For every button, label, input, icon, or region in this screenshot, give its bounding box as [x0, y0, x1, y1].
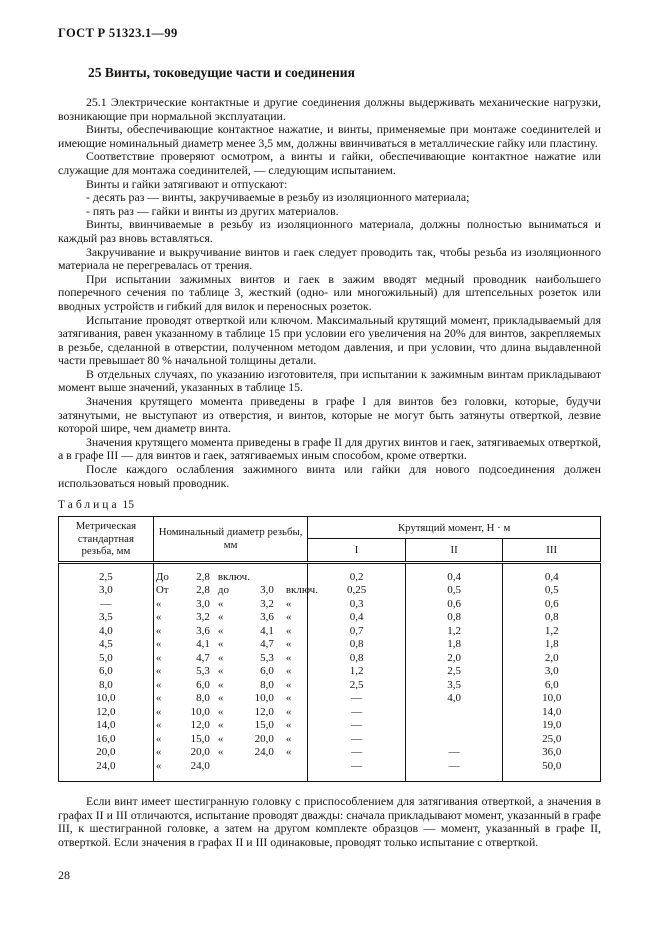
cell-torque-iii: 2,0: [544, 651, 559, 664]
diameter-part: до: [217, 584, 229, 597]
table-header-row: [59, 517, 601, 539]
diameter-part: 3,6: [196, 624, 210, 637]
cell-metric-thread: 14,0: [59, 719, 154, 733]
cell-torque-ii: 2,5: [405, 665, 503, 679]
cell-nominal-diameter: [153, 733, 307, 747]
paragraph: Соответствие проверяют осмотром, а винты и гайки, обеспечивающие контактное нажатие или служащие для монтажа соединителей, — следующим испытанием.: [58, 149, 601, 177]
page-number: 28: [58, 867, 70, 882]
diameter-part: 2,8: [196, 570, 210, 583]
diameter-part: «: [155, 678, 162, 691]
column-header-grade-iii: III: [503, 539, 601, 562]
table-row: [59, 638, 601, 652]
diameter-part: 2,8: [196, 584, 210, 597]
cell-torque-iii: 0,4: [544, 570, 559, 583]
cell-torque-iii: 25,0: [542, 732, 562, 745]
cell-torque-iii: 3,0: [544, 665, 559, 678]
table-label: [58, 499, 601, 511]
paragraph: - десять раз — винты, закручиваемые в резьбу из изоляционного материала;: [86, 190, 470, 205]
diameter-part: 4,7: [196, 651, 210, 664]
diameter-part: «: [285, 705, 292, 718]
diameter-part: 3,2: [260, 597, 274, 610]
cell-torque-i: —: [308, 719, 406, 733]
cell-torque-iii: 0,5: [544, 584, 559, 597]
diameter-part: 15,0: [254, 719, 274, 732]
cell-torque-ii: —: [405, 746, 503, 760]
column-header-torque: Крутящий момент, Н · м: [308, 517, 601, 539]
cell-metric-thread: 4,5: [59, 638, 154, 652]
cell-torque-iii: 50,0: [542, 759, 562, 772]
cell-torque-iii: 19,0: [542, 719, 562, 732]
cell-nominal-diameter: [153, 679, 307, 693]
paragraph: В отдельных случаях, по указанию изготовителя, при испытании к зажимным винтам прикладывают момент выше значений, указанных в таблице 15.: [58, 366, 601, 395]
diameter-part: «: [285, 665, 292, 678]
table-label-word: Таблица: [58, 499, 120, 512]
diameter-part: «: [217, 665, 224, 678]
cell-nominal-diameter: [153, 638, 307, 652]
diameter-part: «: [155, 597, 162, 610]
paragraph: Испытание проводят отверткой или ключом. Максимальный крутящий момент, прикладываемый для затягивания, равен указанному в таблице 15 при условии его увеличения на 20% для винтов, закрепляемых в резьбе, сделанной в отверстии, полученном методом давления, и при условии, что длина выдавленной части превышает 80 % начальной толщины детали.: [58, 312, 601, 368]
diameter-part: «: [285, 692, 292, 705]
diameter-part: 3,6: [260, 611, 274, 624]
diameter-part: До: [155, 570, 169, 583]
cell-torque-iii: 1,8: [544, 638, 559, 651]
cell-torque-iii: 0,6: [544, 597, 559, 610]
cell-nominal-diameter: [153, 746, 307, 760]
table-row: [59, 562, 601, 584]
diameter-part: «: [155, 651, 162, 664]
cell-torque-ii: 1,2: [405, 625, 503, 639]
cell-torque-iii: 36,0: [542, 746, 562, 759]
diameter-part: включ.: [285, 584, 318, 597]
diameter-part: «: [285, 719, 292, 732]
cell-nominal-diameter: [153, 692, 307, 706]
diameter-part: «: [217, 732, 224, 745]
cell-nominal-diameter: [153, 625, 307, 639]
diameter-part: «: [217, 705, 224, 718]
section-title: 25 Винты, токоведущие части и соединения: [88, 65, 355, 80]
diameter-part: «: [285, 624, 292, 637]
body-paragraphs: [58, 96, 601, 490]
cell-torque-ii: 0,5: [405, 584, 503, 598]
table-row: [59, 746, 601, 760]
column-header-grade-ii: II: [405, 539, 503, 562]
cell-nominal-diameter: [153, 760, 307, 782]
diameter-part: «: [217, 611, 224, 624]
paragraph: Винты, обеспечивающие контактное нажатие, и винты, применяемые при монтаже соединителей и имеющие номинальный диаметр менее 3,5 мм, должны ввинчиваться в металлические гайку или пластину.: [58, 122, 601, 150]
cell-metric-thread: 4,0: [59, 625, 154, 639]
diameter-part: 6,0: [260, 665, 274, 678]
diameter-part: «: [217, 597, 224, 610]
cell-torque-ii: [405, 706, 503, 720]
cell-torque-i: —: [308, 733, 406, 747]
diameter-part: 4,7: [260, 638, 274, 651]
diameter-part: 10,0: [190, 705, 210, 718]
cell-nominal-diameter: [153, 706, 307, 720]
cell-torque-i: 1,2: [308, 665, 406, 679]
cell-nominal-diameter: [153, 719, 307, 733]
diameter-part: «: [285, 611, 292, 624]
column-header-nominal-diameter: Номинальный диаметр резьбы, мм: [153, 517, 307, 563]
cell-metric-thread: 12,0: [59, 706, 154, 720]
cell-nominal-diameter: [153, 665, 307, 679]
diameter-part: «: [217, 692, 224, 705]
cell-metric-thread: 3,5: [59, 611, 154, 625]
diameter-part: «: [155, 746, 162, 759]
table-row: [59, 679, 601, 693]
cell-metric-thread: 20,0: [59, 746, 154, 760]
cell-torque-iii: 1,2: [544, 624, 559, 637]
diameter-part: «: [285, 732, 292, 745]
cell-torque-i: —: [308, 746, 406, 760]
diameter-part: 4,1: [196, 638, 210, 651]
paragraph: - пять раз — гайки и винты из других материалов.: [86, 203, 339, 218]
cell-torque-ii: [405, 719, 503, 733]
table-row: [59, 706, 601, 720]
table-row: [59, 733, 601, 747]
diameter-part: «: [217, 624, 224, 637]
diameter-part: 10,0: [254, 692, 274, 705]
closing-paragraph: Если винт имеет шестигранную головку с приспособлением для затягивания отверткой, а значения в графах II и III отличаются, испытание проводят дважды: сначала прикладывают момент, указанный в графе III, к шестигранной головке, а затем на другом комплекте образцов — момент, указанный в графе II, отверткой. Если значения в графах II и III одинаковые, проводят только испытание с отверткой.: [58, 794, 601, 849]
diameter-part: «: [155, 665, 162, 678]
cell-metric-thread: 24,0: [59, 760, 154, 782]
cell-nominal-diameter: [153, 584, 318, 598]
cell-torque-i: 0,2: [308, 562, 406, 584]
table-row: [59, 692, 601, 706]
cell-torque-i: 0,7: [308, 625, 406, 639]
cell-torque-i: 0,8: [308, 652, 406, 666]
cell-nominal-diameter: [153, 562, 307, 584]
diameter-part: «: [155, 719, 162, 732]
cell-torque-i: —: [308, 692, 406, 706]
diameter-part: «: [285, 678, 292, 691]
cell-torque-ii: 1,8: [405, 638, 503, 652]
table-row: [59, 665, 601, 679]
diameter-part: «: [217, 638, 224, 651]
cell-torque-iii: 14,0: [542, 705, 562, 718]
paragraph: 25.1 Электрические контактные и другие соединения должны выдерживать механические нагрузки, возникающие при нормальной эксплуатации.: [58, 95, 601, 123]
cell-torque-i: 0,25: [308, 584, 406, 598]
table-label-number: 15: [122, 499, 134, 512]
paragraph: При испытании зажимных винтов и гаек в зажим вводят медный проводник наибольшего поперечного сечения по таблице 3, жесткий (одно- или многожильный) для штепсельных розеток или вводных устройств и гибкий для вилок и переносных розеток.: [58, 271, 601, 313]
document-code: ГОСТ Р 51323.1—99: [58, 26, 178, 40]
cell-metric-thread: —: [59, 598, 154, 612]
diameter-part: «: [217, 651, 224, 664]
diameter-part: включ.: [217, 570, 250, 583]
diameter-part: «: [285, 638, 292, 651]
cell-torque-i: 0,4: [308, 611, 406, 625]
diameter-part: 12,0: [254, 705, 274, 718]
diameter-part: «: [155, 759, 162, 772]
table-row: [59, 611, 601, 625]
diameter-part: «: [155, 638, 162, 651]
cell-metric-thread: 5,0: [59, 652, 154, 666]
cell-nominal-diameter: [153, 598, 307, 612]
cell-torque-i: —: [308, 760, 406, 782]
diameter-part: «: [285, 651, 292, 664]
table-row: [59, 598, 601, 612]
diameter-part: «: [155, 624, 162, 637]
diameter-part: 8,0: [196, 692, 210, 705]
paragraph: Значения крутящего момента приведены в графе I для винтов без головки, которые, будучи затянутыми, не выступают из отверстия, и винтов, которые не могут быть затянуты отверткой, лезвие которой шире, чем диаметр винта.: [58, 394, 601, 436]
cell-metric-thread: 8,0: [59, 679, 154, 693]
cell-torque-i: —: [308, 706, 406, 720]
cell-torque-ii: —: [405, 760, 503, 782]
paragraph: Закручивание и выкручивание винтов и гаек следует проводить так, чтобы резьба из изоляционного материала не перегревалась от трения.: [58, 244, 601, 273]
diameter-part: «: [217, 746, 224, 759]
cell-torque-iii: 0,8: [544, 611, 559, 624]
cell-torque-i: 0,3: [308, 598, 406, 612]
paragraph: После каждого ослабления зажимного винта или гайки для нового подсоединения должен использоваться новый проводник.: [58, 462, 601, 490]
diameter-part: 20,0: [190, 746, 210, 759]
cell-torque-i: 2,5: [308, 679, 406, 693]
cell-torque-i: 0,8: [308, 638, 406, 652]
diameter-part: 6,0: [196, 678, 210, 691]
diameter-part: 24,0: [254, 746, 274, 759]
cell-torque-iii: 10,0: [542, 692, 562, 705]
table-row: [59, 719, 601, 733]
diameter-part: «: [155, 705, 162, 718]
cell-torque-iii: 6,0: [544, 678, 559, 691]
cell-metric-thread: 3,0: [59, 584, 154, 598]
cell-metric-thread: 2,5: [59, 562, 154, 584]
cell-metric-thread: 10,0: [59, 692, 154, 706]
diameter-part: 3,0: [260, 584, 274, 597]
diameter-part: От: [155, 584, 169, 597]
column-header-grade-i: I: [308, 539, 406, 562]
diameter-part: 3,2: [196, 611, 210, 624]
diameter-part: 20,0: [254, 732, 274, 745]
paragraph: Винты, ввинчиваемые в резьбу из изоляционного материала, должны полностью выниматься и каждый раз вновь вставляться.: [58, 217, 601, 245]
diameter-part: 5,3: [196, 665, 210, 678]
diameter-part: «: [155, 732, 162, 745]
cell-torque-ii: 4,0: [405, 692, 503, 706]
diameter-part: 24,0: [190, 759, 210, 772]
diameter-part: «: [285, 597, 292, 610]
cell-torque-ii: [405, 733, 503, 747]
diameter-part: «: [155, 692, 162, 705]
cell-torque-ii: 2,0: [405, 652, 503, 666]
diameter-part: 8,0: [260, 678, 274, 691]
table-row: [59, 584, 601, 598]
cell-torque-ii: 0,4: [405, 562, 503, 584]
table-body: [59, 562, 601, 782]
diameter-part: 12,0: [190, 719, 210, 732]
cell-nominal-diameter: [153, 611, 307, 625]
diameter-part: «: [155, 611, 162, 624]
diameter-part: «: [285, 746, 292, 759]
diameter-part: «: [217, 719, 224, 732]
cell-torque-ii: 0,6: [405, 598, 503, 612]
table-row: [59, 652, 601, 666]
table-row: [59, 760, 601, 782]
diameter-part: 5,3: [260, 651, 274, 664]
table-row: [59, 625, 601, 639]
cell-torque-ii: 0,8: [405, 611, 503, 625]
diameter-part: 4,1: [260, 624, 274, 637]
diameter-part: 3,0: [196, 597, 210, 610]
cell-metric-thread: 16,0: [59, 733, 154, 747]
cell-nominal-diameter: [153, 652, 307, 666]
diameter-part: 15,0: [190, 732, 210, 745]
paragraph: Винты и гайки затягивают и отпускают:: [86, 176, 288, 191]
torque-table: [58, 516, 601, 782]
cell-torque-ii: 3,5: [405, 679, 503, 693]
cell-metric-thread: 6,0: [59, 665, 154, 679]
column-header-metric-thread: Метрическая стандартная резьба, мм: [59, 517, 154, 563]
diameter-part: «: [217, 678, 224, 691]
paragraph: Значения крутящего момента приведены в графе II для других винтов и гаек, затягиваемых отверткой, а в графе III — для винтов и гаек, затягиваемых иным способом, кроме отвертки.: [58, 434, 601, 463]
